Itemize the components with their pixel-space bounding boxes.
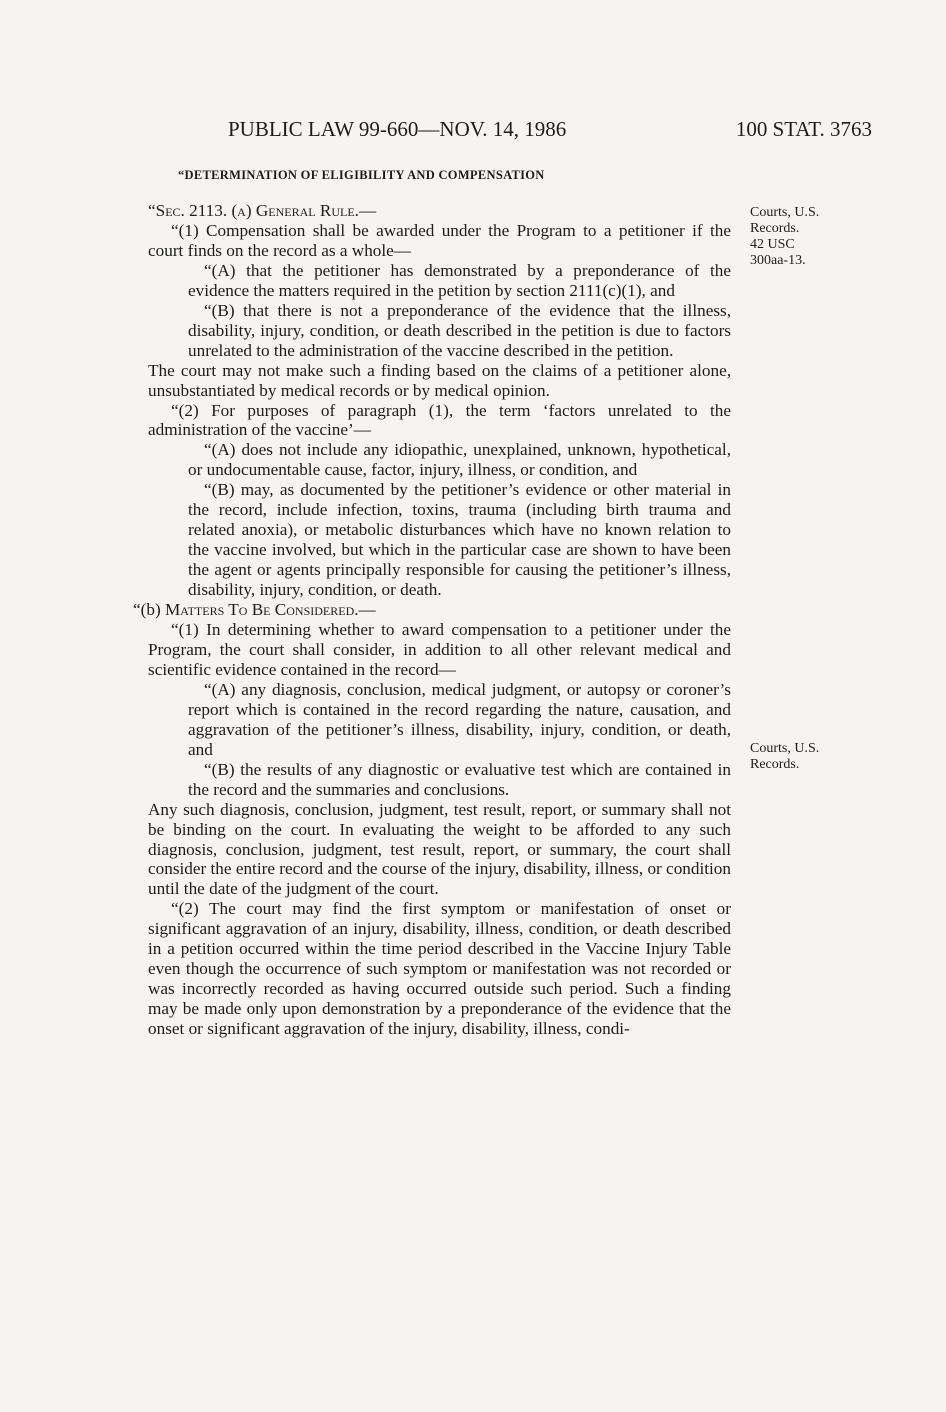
margin-note-line: Courts, U.S.	[750, 205, 820, 220]
margin-note-line: 300aa-13.	[750, 253, 806, 268]
section-number: “Sec. 2113. (a)	[148, 201, 256, 220]
paragraph-a2B: “(B) may, as documented by the petitioner’s evidence or other material in the record, include infection, toxins, trauma (including birth trauma and related anoxia), or metabolic disturbances which have no known relation to the vaccine involved, but which in the particular case are shown to have been the agent or agents principally responsible for causing the petitioner’s illness, disability, injury, condition, or death.	[188, 480, 731, 600]
paragraph-a2: “(2) For purposes of paragraph (1), the term ‘factors unrelated to the administration of the vaccine’—	[148, 400, 731, 440]
paragraph-b2: “(2) The court may find the first symptom or manifestation of onset or significant aggravation of an injury, disability, illness, condition, or death described in a petition occurred within the time period described in the Vaccine Injury Table even though the occurrence of such symptom or manifestation was not recorded or was incorrectly recorded as having occurred outside such period. Such a finding may be made only upon demonstration by a preponderance of the evidence that the onset or significant aggravation of the injury, disability, illness, condi-	[148, 899, 731, 1039]
statute-page-number: 100 STAT. 3763	[735, 117, 872, 141]
subsection-a-title: General Rule.—	[255, 201, 377, 220]
subsection-b-title	[133, 600, 731, 620]
paragraph-b1A: “(A) any diagnosis, conclusion, medical judgment, or autopsy or coroner’s report which is contained in the record regarding the nature, causation, and aggravation of the petitioner’s illness, disability, injury, condition, or death, and	[188, 679, 731, 759]
page-header	[228, 114, 872, 144]
margin-note-courts-records-usc	[750, 205, 860, 269]
subsection-b-heading: Matters To Be Considered.—	[164, 600, 376, 620]
statute-text	[133, 201, 731, 1039]
paragraph-a1A: “(A) that the petitioner has demonstrated by a preponderance of the evidence the matters required in the petition by section 2111(c)(1), and	[188, 260, 731, 300]
margin-note-line: Records.	[750, 757, 800, 772]
paragraph-b1B: “(B) the results of any diagnostic or evaluative test which are contained in the record and the summaries and conclusions.	[188, 759, 731, 799]
public-law-citation: PUBLIC LAW 99-660—NOV. 14, 1986	[228, 117, 567, 141]
margin-note-courts-records	[750, 741, 860, 773]
paragraph-b1: “(1) In determining whether to award compensation to a petitioner under the Program, the court shall consider, in addition to all other relevant medical and scientific evidence contained in the record—	[148, 620, 731, 679]
paragraph-b1-tail: Any such diagnosis, conclusion, judgment, test result, report, or summary shall not be binding on the court. In evaluating the weight to be afforded to any such diagnosis, conclusion, judgment, test result, report, or summary, the court shall consider the entire record and the course of the injury, disability, illness, or condition until the date of the judgment of the court.	[148, 799, 731, 899]
margin-note-line: Courts, U.S.	[750, 741, 820, 756]
section-heading: “DETERMINATION OF ELIGIBILITY AND COMPENSATION	[178, 168, 545, 182]
margin-note-line: Records.	[750, 221, 800, 236]
paragraph-a1: “(1) Compensation shall be awarded under the Program to a petitioner if the court finds on the record as a whole—	[148, 220, 731, 260]
paragraph-a1B: “(B) that there is not a preponderance of the evidence that the illness, disability, injury, condition, or death described in the petition is due to factors unrelated to the administration of the vaccine described in the petition.	[188, 300, 731, 360]
margin-note-line: 42 USC	[750, 237, 795, 252]
subsection-b-prefix: “(b)	[133, 600, 165, 620]
paragraph-a1-tail: The court may not make such a finding based on the claims of a petitioner alone, unsubstantiated by medical records or by medical opinion.	[148, 360, 731, 400]
section-2113-title	[148, 201, 731, 221]
paragraph-a2A: “(A) does not include any idiopathic, unexplained, unknown, hypothetical, or undocumentable cause, factor, injury, illness, or condition, and	[188, 440, 731, 480]
